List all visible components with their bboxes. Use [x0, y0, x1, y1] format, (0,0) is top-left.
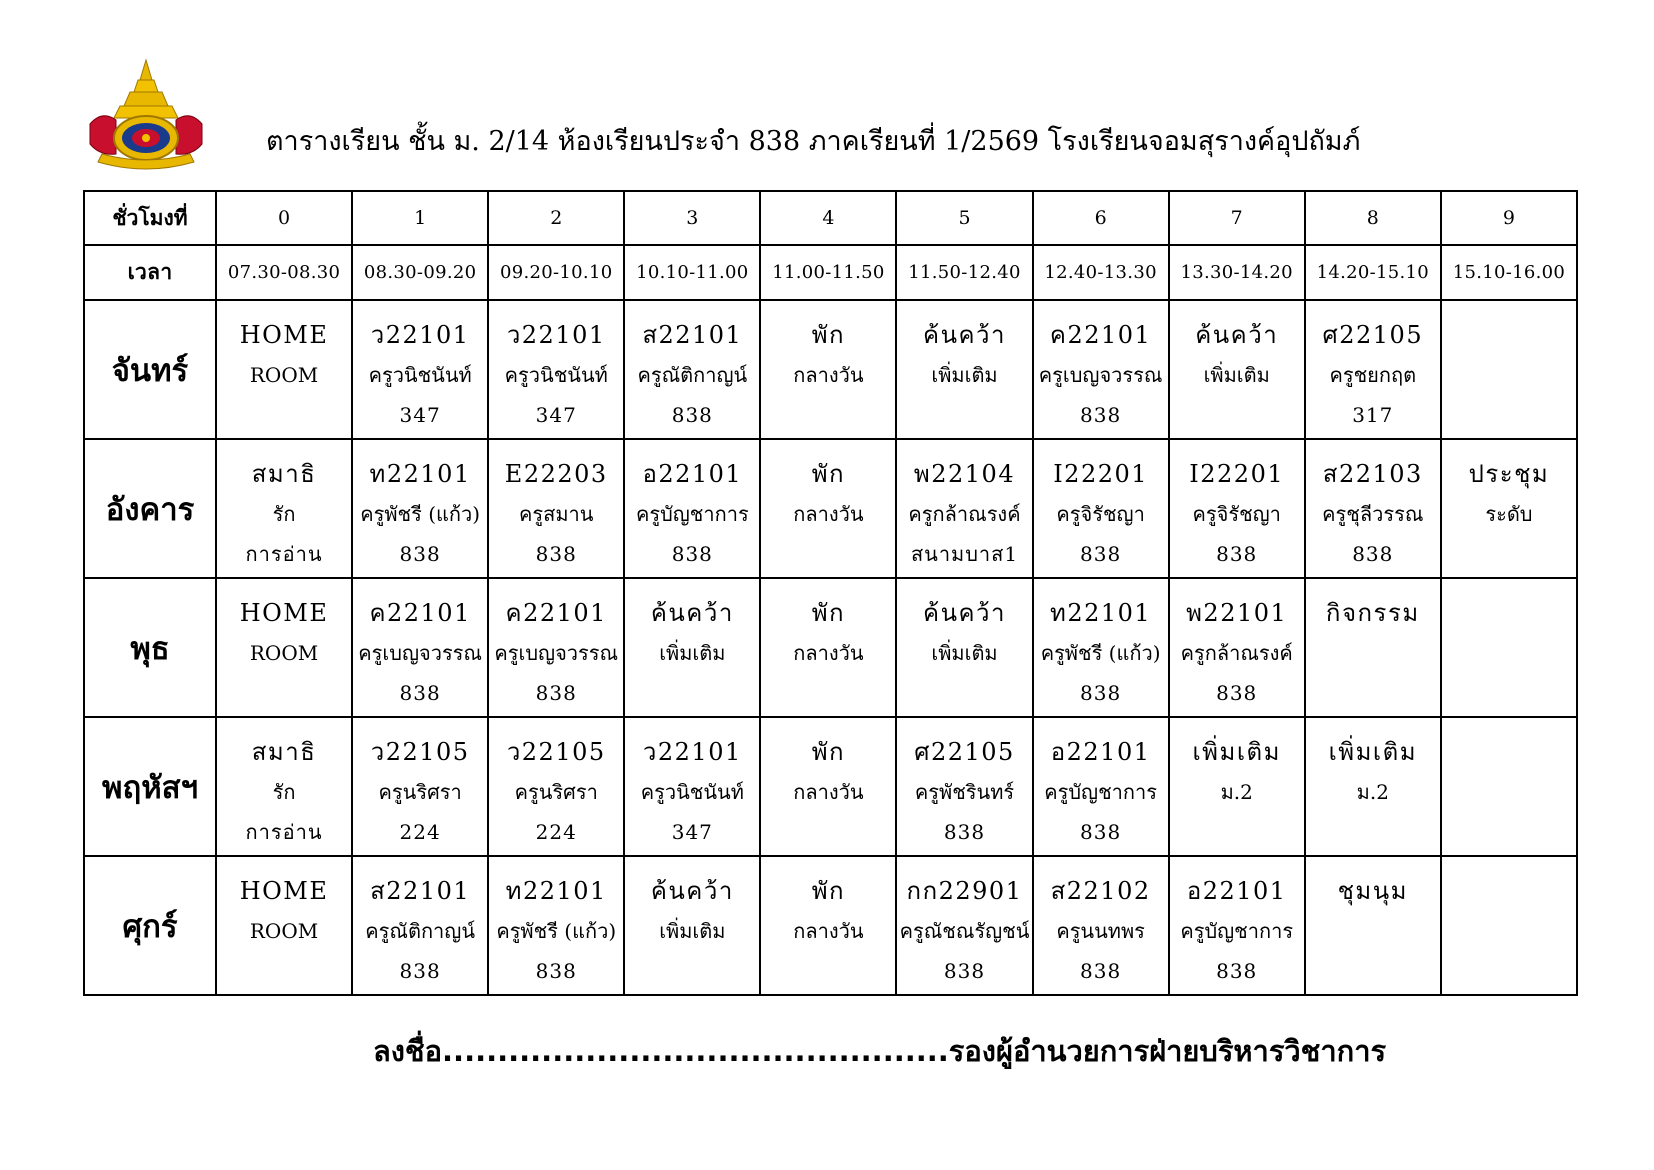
subject-code: เพิ่มเติม — [1192, 738, 1281, 766]
room-number — [1442, 395, 1576, 435]
cell-content — [761, 718, 895, 852]
teacher-name: เพิ่มเติม — [1203, 363, 1270, 387]
subject-code: พัก — [811, 738, 846, 766]
cell-content — [761, 857, 895, 991]
schedule-cell — [352, 439, 488, 578]
room-number: 838 — [399, 681, 441, 705]
room-number: 838 — [1080, 820, 1122, 844]
schedule-cell — [1033, 300, 1169, 439]
page-title: ตารางเรียน ชั้น ม. 2/14 ห้องเรียนประจำ 838 ภาคเรียนที่ 1/2569 โรงเรียนจอมสุรางค์อุปถัมภ์ — [266, 126, 1361, 157]
schedule-cell — [488, 856, 624, 995]
subject-code: พัก — [811, 877, 846, 905]
room-number — [761, 812, 895, 852]
teacher-name: กลางวัน — [793, 919, 864, 943]
subject-code: ว22101 — [642, 738, 742, 766]
teacher-name — [1306, 911, 1440, 951]
subject-code: HOME — [239, 321, 329, 349]
schedule-cell — [1441, 578, 1577, 717]
teacher-name: ครูพัชรี (แก้ว) — [496, 919, 617, 943]
cell-content — [761, 579, 895, 713]
schedule-cell — [1441, 856, 1577, 995]
schedule-cell — [216, 717, 352, 856]
subject-code: ศ22105 — [914, 738, 1015, 766]
room-number — [1442, 812, 1576, 852]
teacher-name: กลางวัน — [793, 502, 864, 526]
teacher-name: ครูวนิชนันท์ — [640, 780, 744, 804]
schedule-cell — [488, 439, 624, 578]
day-row — [84, 439, 1577, 578]
room-number — [1442, 951, 1576, 991]
room-number: 838 — [1080, 542, 1122, 566]
schedule-cell — [1305, 300, 1441, 439]
subject-code — [1442, 315, 1576, 355]
teacher-name: เพิ่มเติม — [659, 919, 726, 943]
subject-code: ว22101 — [370, 321, 470, 349]
schedule-cell — [1441, 717, 1577, 856]
subject-code — [1442, 732, 1576, 772]
teacher-name: รัก — [272, 502, 296, 526]
time-slot: 09.20-10.10 — [488, 245, 624, 300]
cell-content — [897, 301, 1031, 435]
teacher-name: ครูนริศรา — [378, 780, 462, 804]
period-number: 1 — [352, 191, 488, 245]
subject-code: พัก — [811, 321, 846, 349]
cell-content — [1034, 718, 1168, 852]
cell-content — [1306, 440, 1440, 574]
schedule-cell — [896, 578, 1032, 717]
subject-code: สมาธิ — [251, 460, 317, 488]
time-label: เวลา — [84, 245, 216, 300]
period-number: 5 — [896, 191, 1032, 245]
cell-content — [625, 440, 759, 574]
cell-content — [1034, 301, 1168, 435]
cell-content — [897, 857, 1031, 991]
teacher-name: ครูเบญจวรรณ — [494, 641, 619, 665]
subject-code: ค้นคว้า — [650, 877, 734, 905]
teacher-name: ROOM — [249, 641, 319, 665]
subject-code: ค้นคว้า — [923, 321, 1006, 349]
cell-content — [1442, 440, 1576, 574]
teacher-name: ครูวนิชนันท์ — [504, 363, 608, 387]
room-number: 838 — [1216, 681, 1258, 705]
room-number: 838 — [1352, 542, 1394, 566]
room-number: 838 — [1216, 959, 1258, 983]
schedule-cell — [488, 300, 624, 439]
room-number — [1306, 812, 1440, 852]
subject-code: E22203 — [504, 460, 608, 488]
cell-content — [1306, 579, 1440, 713]
room-number — [1442, 673, 1576, 713]
subject-code — [1442, 871, 1576, 911]
time-slot: 08.30-09.20 — [352, 245, 488, 300]
room-number: 838 — [943, 820, 986, 844]
day-row — [84, 856, 1577, 995]
subject-code: พัก — [811, 599, 846, 627]
teacher-name: ครูนนทพร — [1056, 919, 1145, 943]
subject-code: ค้นคว้า — [650, 599, 734, 627]
schedule-cell — [896, 439, 1032, 578]
cell-content — [1442, 301, 1576, 435]
room-number — [761, 534, 895, 574]
teacher-name: ครูวนิชนันท์ — [368, 363, 472, 387]
room-number — [761, 395, 895, 435]
cell-content — [1170, 718, 1304, 852]
schedule-cell — [488, 578, 624, 717]
cell-content — [489, 301, 623, 435]
time-slot: 12.40-13.30 — [1033, 245, 1169, 300]
teacher-name: ROOM — [249, 919, 319, 943]
teacher-name: ครูพัชรินทร์ — [914, 780, 1015, 804]
cell-content — [353, 857, 487, 991]
subject-code: I22201 — [1189, 460, 1285, 488]
cell-content — [1442, 718, 1576, 852]
room-number: 838 — [535, 959, 577, 983]
room-number — [1306, 673, 1440, 713]
teacher-name: ม.2 — [1220, 780, 1253, 804]
time-slot: 07.30-08.30 — [216, 245, 352, 300]
room-number — [761, 951, 895, 991]
teacher-name: เพิ่มเติม — [931, 363, 998, 387]
room-number — [897, 395, 1031, 435]
subject-code: อ22101 — [1050, 738, 1151, 766]
schedule-cell — [624, 578, 760, 717]
teacher-name — [1442, 355, 1576, 395]
schedule-cell — [1305, 717, 1441, 856]
period-number: 9 — [1441, 191, 1577, 245]
schedule-cell — [216, 439, 352, 578]
room-number: การอ่าน — [245, 542, 323, 566]
subject-code: เพิ่มเติม — [1328, 738, 1418, 766]
teacher-name: ครูจิรัชญา — [1192, 502, 1281, 526]
period-number: 8 — [1305, 191, 1441, 245]
teacher-name: กลางวัน — [793, 780, 864, 804]
subject-code: อ22101 — [1186, 877, 1287, 905]
cell-content — [761, 301, 895, 435]
time-slot: 14.20-15.10 — [1305, 245, 1441, 300]
teacher-name: ครูบัญชาการ — [1180, 919, 1294, 943]
cell-content — [353, 579, 487, 713]
signature-line: ลงชื่อ..............................................รองผู้อำนวยการฝ่ายบริหารวิชาการ — [373, 1034, 1387, 1068]
subject-code: ค22101 — [505, 599, 607, 627]
subject-code: ว22101 — [506, 321, 606, 349]
period-label: ชั่วโมงที่ — [84, 191, 216, 245]
subject-code: ส22103 — [1322, 460, 1423, 488]
room-number: 838 — [1080, 681, 1122, 705]
schedule-cell — [624, 717, 760, 856]
cell-content — [625, 718, 759, 852]
time-slot: 13.30-14.20 — [1169, 245, 1305, 300]
day-name: อังคาร — [84, 439, 216, 578]
teacher-name: ครูชยกฤต — [1329, 363, 1417, 387]
subject-code: ค้นคว้า — [923, 599, 1006, 627]
schedule-cell — [760, 856, 896, 995]
teacher-name: ครูณัชณรัญชน์ — [899, 919, 1030, 943]
teacher-name: ครูเบญจวรรณ — [1038, 363, 1163, 387]
cell-content — [625, 301, 759, 435]
room-number: 838 — [671, 542, 713, 566]
schedule-cell — [1033, 717, 1169, 856]
period-number: 0 — [216, 191, 352, 245]
cell-content — [217, 857, 351, 991]
cell-content — [897, 579, 1031, 713]
room-number — [1170, 812, 1304, 852]
subject-code: สมาธิ — [251, 738, 317, 766]
room-number — [761, 673, 895, 713]
teacher-name: ครูณัติกาญน์ — [365, 919, 475, 943]
teacher-name: ครูสมาน — [519, 502, 594, 526]
teacher-name: กลางวัน — [793, 641, 864, 665]
schedule-cell — [216, 856, 352, 995]
teacher-name: เพิ่มเติม — [659, 641, 726, 665]
subject-code: ส22102 — [1050, 877, 1151, 905]
room-number — [625, 673, 759, 713]
timetable — [83, 190, 1578, 996]
cell-content — [897, 440, 1031, 574]
room-number — [1442, 534, 1576, 574]
cell-content — [1306, 718, 1440, 852]
schedule-cell — [760, 717, 896, 856]
cell-content — [1034, 857, 1168, 991]
room-number: 838 — [671, 403, 713, 427]
subject-code: ส22101 — [370, 877, 471, 905]
day-name: จันทร์ — [84, 300, 216, 439]
cell-content — [1442, 579, 1576, 713]
schedule-cell — [896, 717, 1032, 856]
cell-content — [1306, 857, 1440, 991]
subject-code: ว22105 — [506, 738, 606, 766]
room-number: 838 — [1216, 542, 1258, 566]
subject-code: ค22101 — [369, 599, 471, 627]
subject-code — [1442, 593, 1576, 633]
cell-content — [217, 440, 351, 574]
room-number — [625, 951, 759, 991]
room-number — [1170, 395, 1304, 435]
subject-code: ชุมนุม — [1337, 877, 1408, 905]
cell-content — [1442, 857, 1576, 991]
schedule-cell — [896, 856, 1032, 995]
subject-code: ส22101 — [642, 321, 743, 349]
schedule-cell — [1441, 300, 1577, 439]
cell-content — [761, 440, 895, 574]
schedule-cell — [1033, 856, 1169, 995]
teacher-name: กลางวัน — [793, 363, 864, 387]
room-number: 838 — [1080, 959, 1122, 983]
room-number: การอ่าน — [245, 820, 323, 844]
time-slot: 10.10-11.00 — [624, 245, 760, 300]
teacher-name: ระดับ — [1485, 502, 1533, 526]
room-number: 347 — [671, 820, 713, 844]
teacher-name: ครูนริศรา — [514, 780, 598, 804]
teacher-name — [1306, 633, 1440, 673]
cell-content — [353, 718, 487, 852]
day-row — [84, 300, 1577, 439]
cell-content — [217, 579, 351, 713]
subject-code: ท22101 — [505, 877, 607, 905]
room-number — [217, 395, 351, 435]
teacher-name: ครูณัติกาญน์ — [637, 363, 748, 387]
subject-code: ท22101 — [369, 460, 471, 488]
schedule-cell — [1305, 439, 1441, 578]
room-number: 224 — [535, 820, 577, 844]
room-number: สนามบาส1 — [910, 542, 1019, 566]
cell-content — [1170, 440, 1304, 574]
schedule-cell — [352, 578, 488, 717]
schedule-cell — [896, 300, 1032, 439]
room-number: 838 — [399, 959, 441, 983]
teacher-name: ครูกล้าณรงค์ — [1180, 641, 1293, 665]
schedule-cell — [216, 578, 352, 717]
schedule-cell — [1441, 439, 1577, 578]
cell-content — [625, 579, 759, 713]
subject-code: อ22101 — [642, 460, 743, 488]
schedule-cell — [352, 717, 488, 856]
room-number — [217, 673, 351, 713]
subject-code: HOME — [239, 877, 329, 905]
time-slot: 11.50-12.40 — [896, 245, 1032, 300]
room-number: 347 — [399, 403, 441, 427]
schedule-cell — [216, 300, 352, 439]
teacher-name: ครูบัญชาการ — [635, 502, 749, 526]
cell-content — [1306, 301, 1440, 435]
schedule-cell — [1169, 717, 1305, 856]
teacher-name — [1442, 772, 1576, 812]
subject-code: ค22101 — [1049, 321, 1152, 349]
teacher-name: ครูเบญจวรรณ — [358, 641, 482, 665]
cell-content — [217, 301, 351, 435]
teacher-name: ม.2 — [1356, 780, 1389, 804]
period-number: 3 — [624, 191, 760, 245]
day-row — [84, 717, 1577, 856]
schedule-cell — [352, 300, 488, 439]
teacher-name: ครูพัชรี (แก้ว) — [360, 502, 481, 526]
subject-code: กิจกรรม — [1325, 599, 1420, 627]
subject-code: พ22101 — [1186, 599, 1288, 627]
subject-code: HOME — [239, 599, 329, 627]
cell-content — [1034, 579, 1168, 713]
cell-content — [489, 579, 623, 713]
teacher-name — [1442, 911, 1576, 951]
cell-content — [1170, 857, 1304, 991]
room-number: 347 — [535, 403, 577, 427]
period-number: 7 — [1169, 191, 1305, 245]
room-number: 838 — [399, 542, 441, 566]
room-number: 838 — [943, 959, 986, 983]
cell-content — [1170, 579, 1304, 713]
teacher-name: รัก — [272, 780, 296, 804]
cell-content — [1034, 440, 1168, 574]
schedule-cell — [352, 856, 488, 995]
cell-content — [489, 440, 623, 574]
schedule-cell — [1169, 439, 1305, 578]
teacher-name: ครูพัชรี (แก้ว) — [1040, 641, 1161, 665]
subject-code: ว22105 — [370, 738, 470, 766]
cell-content — [353, 301, 487, 435]
subject-code: กก22901 — [906, 877, 1023, 905]
time-header-row — [84, 245, 1577, 300]
cell-content — [489, 857, 623, 991]
room-number — [1306, 951, 1440, 991]
day-name: ศุกร์ — [84, 856, 216, 995]
schedule-cell — [760, 578, 896, 717]
room-number: 838 — [535, 681, 577, 705]
schedule-cell — [624, 300, 760, 439]
subject-code: ท22101 — [1050, 599, 1152, 627]
subject-code: พัก — [811, 460, 846, 488]
cell-content — [353, 440, 487, 574]
day-row — [84, 578, 1577, 717]
schedule-cell — [488, 717, 624, 856]
schedule-cell — [624, 856, 760, 995]
schedule-cell — [1169, 856, 1305, 995]
subject-code: I22201 — [1053, 460, 1149, 488]
schedule-cell — [624, 439, 760, 578]
cell-content — [217, 718, 351, 852]
schedule-cell — [1033, 439, 1169, 578]
cell-content — [625, 857, 759, 991]
period-number: 6 — [1033, 191, 1169, 245]
schedule-cell — [1169, 300, 1305, 439]
cell-content — [489, 718, 623, 852]
teacher-name — [1442, 633, 1576, 673]
teacher-name: ครูบัญชาการ — [1044, 780, 1157, 804]
teacher-name: ครูกล้าณรงค์ — [908, 502, 1021, 526]
school-logo — [82, 58, 210, 180]
room-number: 838 — [535, 542, 577, 566]
day-name: พุธ — [84, 578, 216, 717]
teacher-name: เพิ่มเติม — [931, 641, 998, 665]
schedule-cell — [1033, 578, 1169, 717]
subject-code: ค้นคว้า — [1195, 321, 1279, 349]
cell-content — [1170, 301, 1304, 435]
schedule-cell — [760, 300, 896, 439]
room-number: 838 — [1080, 403, 1122, 427]
room-number: 317 — [1352, 403, 1394, 427]
room-number — [897, 673, 1031, 713]
schedule-cell — [1169, 578, 1305, 717]
period-number: 2 — [488, 191, 624, 245]
room-number: 224 — [399, 820, 441, 844]
teacher-name: ครูจิรัชญา — [1056, 502, 1145, 526]
cell-content — [897, 718, 1031, 852]
subject-code: ศ22105 — [1322, 321, 1424, 349]
room-number — [217, 951, 351, 991]
subject-code: พ22104 — [913, 460, 1016, 488]
schedule-cell — [1305, 856, 1441, 995]
schedule-cell — [1305, 578, 1441, 717]
period-number: 4 — [760, 191, 896, 245]
teacher-name: ROOM — [249, 363, 319, 387]
day-name: พฤหัสฯ — [84, 717, 216, 856]
time-slot: 15.10-16.00 — [1441, 245, 1577, 300]
teacher-name: ครูชุลีวรรณ — [1322, 502, 1424, 526]
time-slot: 11.00-11.50 — [760, 245, 896, 300]
schedule-cell — [760, 439, 896, 578]
subject-code: ประชุม — [1468, 460, 1550, 488]
period-header-row — [84, 191, 1577, 245]
